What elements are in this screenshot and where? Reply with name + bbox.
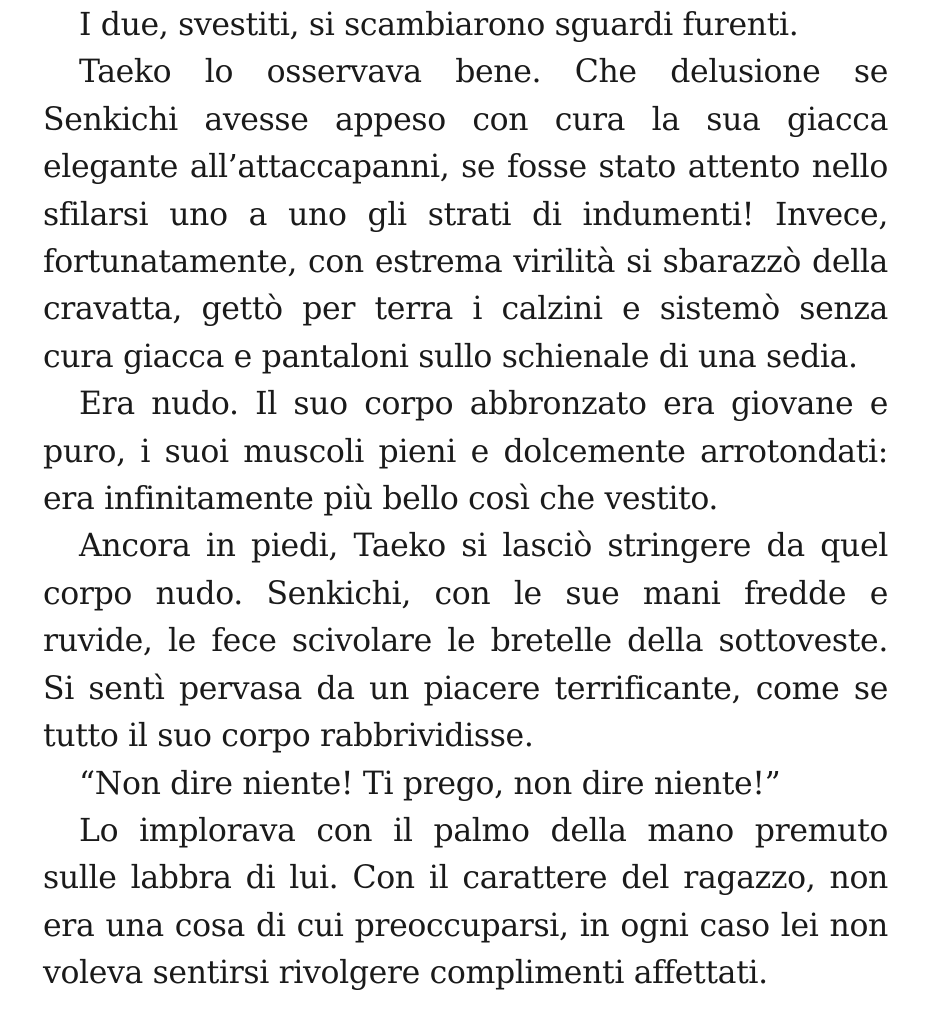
paragraph-3: Era nudo. Il suo corpo abbronzato era giovane e puro, i suoi muscoli pieni e dolcemente arrotondati: era infinitamente più bello così che vestito. [43,386,888,518]
paragraph-4: Ancora in piedi, Taeko si lasciò stringere da quel corpo nudo. Senkichi, con le sue mani fredde e ruvide, le fece scivolare le bretelle della sottoveste. Si sentì pervasa da un piacere terrificante, come se tutto il suo corpo rabbrividisse. [43,528,888,755]
paragraph-6: Lo implorava con il palmo della mano premuto sulle labbra di lui. Con il carattere del ragazzo, non era una cosa di cui preoccuparsi, in ogni caso lei non voleva sentirsi rivolgere complimenti affettati. [43,812,888,992]
paragraph-5: “Non dire niente! Ti prego, non dire niente!” [79,765,781,802]
paragraph-1: I due, svestiti, si scambiarono sguardi furenti. [79,7,799,43]
paragraph-2: Taeko lo osservava bene. Che delusione se Senkichi avesse appeso con cura la sua giacca elegante all’attaccapanni, se fosse stato attento nello sfilarsi uno a uno gli strati di indumenti! Invece, fortunatamente, con estrema virilità si sbarazzò della cravatta, gettò per terra i calzini e sistemò senza cura giacca e pantaloni sullo schienale di una sedia. [43,54,888,375]
